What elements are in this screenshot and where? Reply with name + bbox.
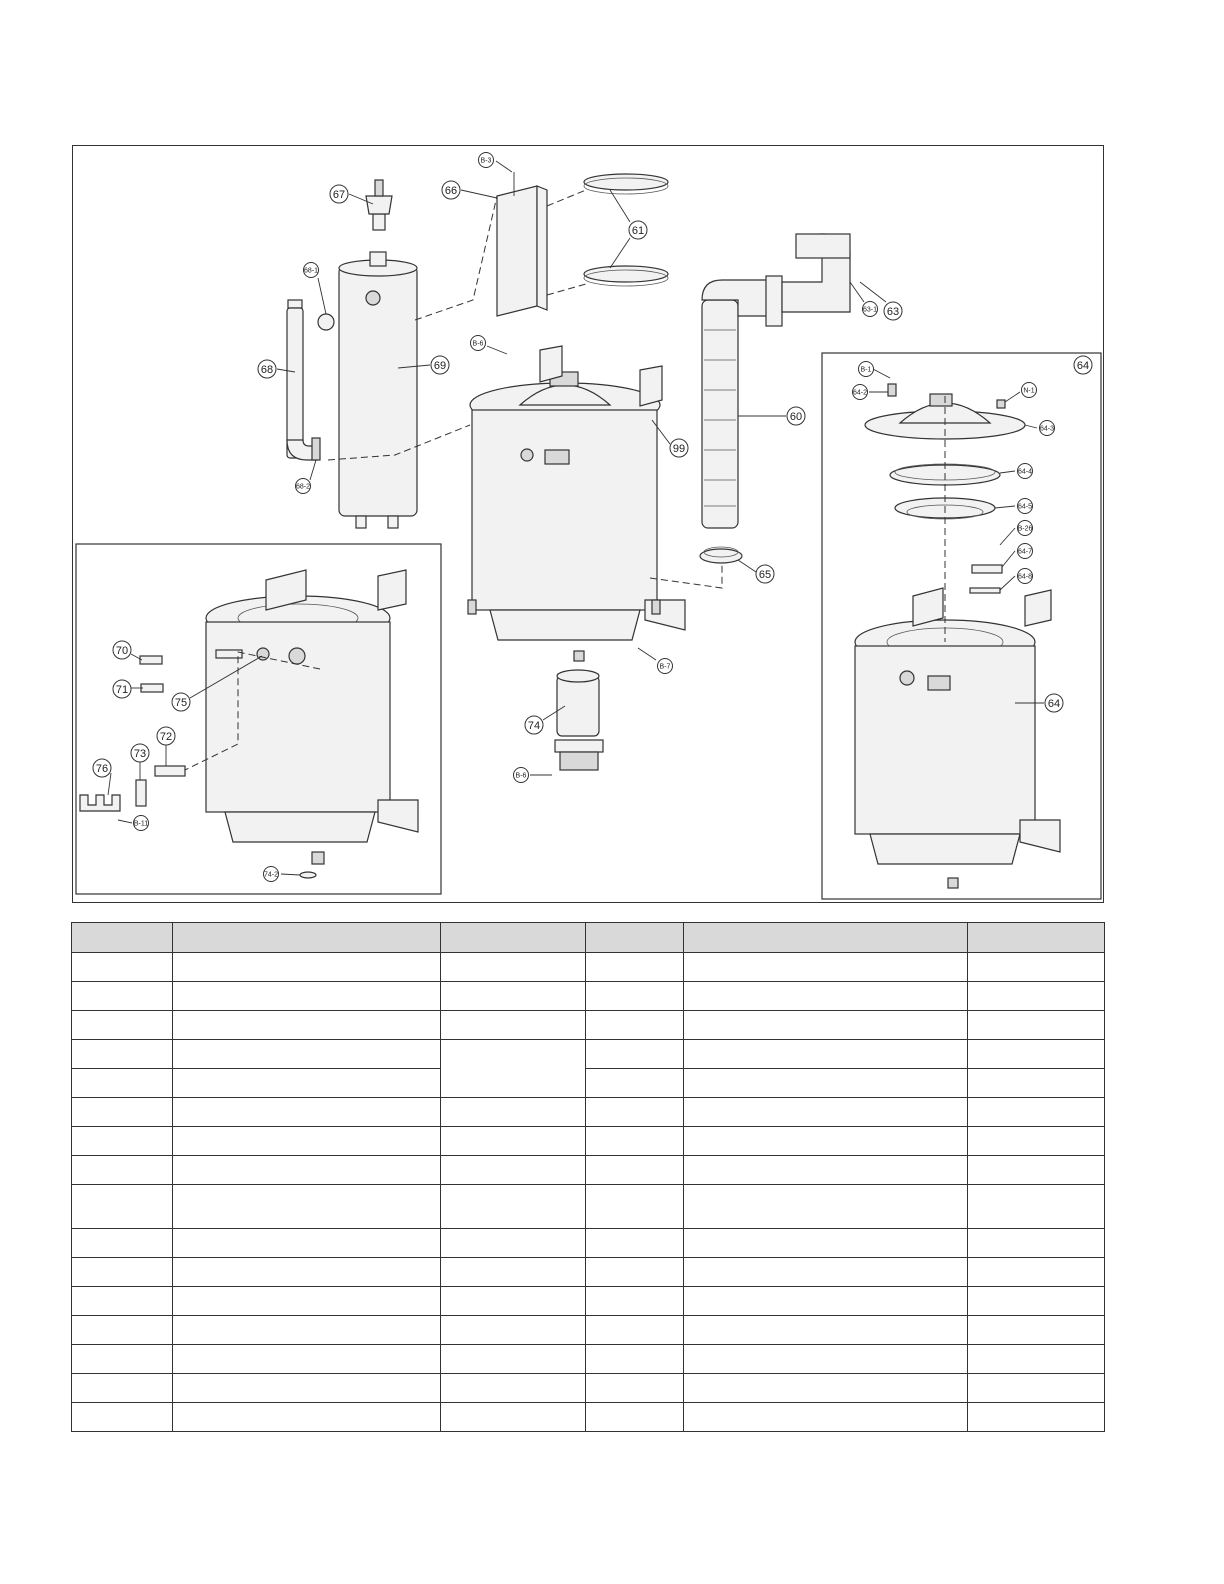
table-cell — [586, 1374, 684, 1403]
callout-69 — [431, 356, 449, 374]
callout-64-2 — [853, 385, 868, 400]
table-cell — [72, 1374, 173, 1403]
svg-text:75: 75 — [174, 697, 188, 709]
table-cell — [968, 1403, 1105, 1432]
callout-64 — [1074, 356, 1092, 374]
table-cell — [684, 1374, 968, 1403]
svg-text:N-1: N-1 — [1023, 387, 1035, 395]
vent-elbow — [766, 234, 850, 326]
table-cell — [586, 1403, 684, 1432]
callout-75 — [172, 693, 190, 711]
header-cell — [441, 923, 586, 953]
table-cell — [684, 982, 968, 1011]
callout-99 — [670, 439, 688, 457]
mounting-bracket — [497, 172, 547, 316]
table-cell — [684, 1316, 968, 1345]
callout-74-2 — [264, 867, 279, 882]
table-cell — [72, 1156, 173, 1185]
callout-B-3 — [479, 153, 494, 168]
table-row — [72, 1258, 1105, 1287]
svg-text:B-6: B-6 — [515, 772, 527, 780]
table-cell — [173, 1040, 441, 1069]
callout-64 — [1045, 694, 1063, 712]
callout-68-2 — [296, 479, 311, 494]
table-cell — [173, 1345, 441, 1374]
callout-B-11 — [134, 816, 149, 831]
header-cell — [968, 923, 1105, 953]
table-cell — [173, 1374, 441, 1403]
svg-text:64-2: 64-2 — [852, 389, 868, 397]
callout-68-1 — [304, 263, 319, 278]
parts-table-body — [72, 953, 1105, 1432]
svg-text:B-11: B-11 — [133, 820, 149, 828]
callout-B-26 — [1018, 521, 1033, 536]
svg-text:68-2: 68-2 — [295, 483, 311, 491]
boiler-center — [468, 346, 685, 640]
table-cell — [72, 1287, 173, 1316]
table-cell — [968, 1185, 1105, 1229]
table-cell — [684, 1345, 968, 1374]
table-cell — [586, 1345, 684, 1374]
callout-64-4 — [1018, 464, 1033, 479]
table-cell — [173, 1316, 441, 1345]
table-cell — [72, 982, 173, 1011]
svg-text:B-26: B-26 — [1017, 525, 1033, 533]
table-row — [72, 953, 1105, 982]
header-cell — [72, 923, 173, 953]
table-cell — [173, 982, 441, 1011]
table-cell — [684, 1258, 968, 1287]
vent-pipe — [702, 280, 772, 528]
table-cell — [586, 1098, 684, 1127]
table-cell — [72, 1040, 173, 1069]
svg-text:67: 67 — [332, 189, 346, 201]
table-cell — [586, 1156, 684, 1185]
table-cell — [586, 1127, 684, 1156]
table-cell — [72, 1069, 173, 1098]
callout-67 — [330, 185, 348, 203]
vent-gasket — [700, 547, 742, 563]
header-cell — [684, 923, 968, 953]
callout-64-7 — [1018, 544, 1033, 559]
svg-text:76: 76 — [95, 763, 109, 775]
table-cell — [968, 1156, 1105, 1185]
table-cell — [968, 1098, 1105, 1127]
svg-text:99: 99 — [672, 443, 686, 455]
table-row — [72, 1098, 1105, 1127]
table-cell — [173, 1011, 441, 1040]
table-row — [72, 1069, 1105, 1098]
table-cell — [968, 1287, 1105, 1316]
table-cell — [684, 1011, 968, 1040]
table-cell — [173, 953, 441, 982]
callout-64-3 — [1040, 421, 1055, 436]
svg-text:70: 70 — [115, 645, 129, 657]
table-cell — [72, 953, 173, 982]
table-cell — [586, 982, 684, 1011]
table-cell — [586, 1185, 684, 1229]
table-row — [72, 1316, 1105, 1345]
table-cell — [586, 1287, 684, 1316]
callout-B-6 — [471, 336, 486, 351]
table-cell — [968, 953, 1105, 982]
svg-text:73: 73 — [133, 748, 147, 760]
svg-text:B-3: B-3 — [480, 157, 492, 165]
table-cell — [441, 1040, 586, 1098]
table-cell — [441, 1316, 586, 1345]
svg-text:71: 71 — [115, 684, 129, 696]
table-cell — [173, 1098, 441, 1127]
svg-text:B-6: B-6 — [472, 340, 484, 348]
callout-65 — [756, 565, 774, 583]
table-cell — [684, 1069, 968, 1098]
table-cell — [173, 1156, 441, 1185]
callout-63-1 — [863, 302, 878, 317]
svg-text:64-4: 64-4 — [1017, 468, 1033, 476]
callout-73 — [131, 744, 149, 762]
table-cell — [684, 1287, 968, 1316]
table-cell — [684, 1156, 968, 1185]
table-cell — [586, 1316, 684, 1345]
callout-76 — [93, 759, 111, 777]
svg-text:64: 64 — [1047, 698, 1061, 710]
svg-text:66: 66 — [444, 185, 458, 197]
table-cell — [684, 1229, 968, 1258]
table-cell — [684, 1185, 968, 1229]
table-cell — [586, 1069, 684, 1098]
table-cell — [173, 1229, 441, 1258]
table-cell — [72, 1258, 173, 1287]
callout-66 — [442, 181, 460, 199]
header-cell — [173, 923, 441, 953]
table-cell — [173, 1287, 441, 1316]
callout-B-6 — [514, 768, 529, 783]
callout-64-8 — [1018, 569, 1033, 584]
svg-text:65: 65 — [758, 569, 772, 581]
svg-text:72: 72 — [159, 731, 173, 743]
table-cell — [441, 1287, 586, 1316]
exploded-parts-diagram — [72, 145, 1104, 903]
callout-71 — [113, 680, 131, 698]
table-cell — [441, 1403, 586, 1432]
table-cell — [684, 1127, 968, 1156]
table-cell — [173, 1258, 441, 1287]
callout-74 — [525, 716, 543, 734]
air-vent — [366, 180, 392, 230]
table-cell — [441, 1011, 586, 1040]
callout-68 — [258, 360, 276, 378]
svg-text:74-2: 74-2 — [263, 871, 279, 879]
table-row — [72, 1374, 1105, 1403]
header-cell — [586, 923, 684, 953]
boiler-right-inset — [855, 588, 1060, 888]
table-cell — [968, 1229, 1105, 1258]
table-cell — [684, 1403, 968, 1432]
table-cell — [968, 1374, 1105, 1403]
table-cell — [441, 1098, 586, 1127]
table-row — [72, 1403, 1105, 1432]
table-cell — [586, 1011, 684, 1040]
parts-table — [71, 922, 1105, 1432]
table-row — [72, 1229, 1105, 1258]
table-cell — [586, 1229, 684, 1258]
table-cell — [586, 953, 684, 982]
table-row — [72, 1040, 1105, 1069]
table-cell — [968, 1258, 1105, 1287]
callout-72 — [157, 727, 175, 745]
table-cell — [586, 1040, 684, 1069]
callout-N-1 — [1022, 383, 1037, 398]
table-cell — [72, 1345, 173, 1374]
table-cell — [968, 1040, 1105, 1069]
callout-60 — [787, 407, 805, 425]
svg-text:64-8: 64-8 — [1017, 573, 1033, 581]
svg-text:B-1: B-1 — [860, 366, 872, 374]
table-cell — [173, 1403, 441, 1432]
table-cell — [968, 1345, 1105, 1374]
callout-B-1 — [859, 362, 874, 377]
svg-text:64-3: 64-3 — [1039, 425, 1055, 433]
table-cell — [441, 1156, 586, 1185]
table-cell — [72, 1403, 173, 1432]
callout-70 — [113, 641, 131, 659]
table-cell — [441, 982, 586, 1011]
table-cell — [72, 1127, 173, 1156]
callout-63 — [884, 302, 902, 320]
table-cell — [968, 982, 1105, 1011]
condensate-trap — [555, 651, 603, 770]
table-cell — [441, 1229, 586, 1258]
svg-text:68: 68 — [260, 364, 274, 376]
table-cell — [441, 1374, 586, 1403]
svg-text:B-7: B-7 — [659, 663, 671, 671]
callout-64-5 — [1018, 499, 1033, 514]
table-cell — [72, 1316, 173, 1345]
callout-61 — [629, 221, 647, 239]
svg-text:63: 63 — [886, 306, 900, 318]
hose-clamps — [584, 174, 668, 286]
table-cell — [684, 1040, 968, 1069]
table-cell — [586, 1258, 684, 1287]
svg-text:60: 60 — [789, 411, 803, 423]
svg-text:74: 74 — [527, 720, 541, 732]
table-cell — [441, 1127, 586, 1156]
table-row — [72, 982, 1105, 1011]
svg-text:68-1: 68-1 — [303, 267, 319, 275]
table-cell — [968, 1069, 1105, 1098]
table-cell — [441, 1258, 586, 1287]
table-row — [72, 1185, 1105, 1229]
svg-text:64-7: 64-7 — [1017, 548, 1033, 556]
table-cell — [441, 1345, 586, 1374]
table-row — [72, 1011, 1105, 1040]
table-cell — [441, 1185, 586, 1229]
table-row — [72, 1156, 1105, 1185]
pipe-assembly — [287, 300, 334, 460]
table-cell — [441, 953, 586, 982]
table-cell — [72, 1098, 173, 1127]
table-cell — [684, 953, 968, 982]
table-cell — [968, 1011, 1105, 1040]
svg-text:69: 69 — [433, 360, 447, 372]
table-row — [72, 1287, 1105, 1316]
table-row — [72, 1127, 1105, 1156]
table-cell — [173, 1127, 441, 1156]
table-cell — [173, 1185, 441, 1229]
expansion-tank — [339, 252, 417, 528]
table-cell — [173, 1069, 441, 1098]
svg-text:64-5: 64-5 — [1017, 503, 1033, 511]
table-row — [72, 1345, 1105, 1374]
parts-table-header-row — [72, 923, 1105, 953]
table-cell — [72, 1229, 173, 1258]
table-cell — [968, 1316, 1105, 1345]
table-cell — [72, 1011, 173, 1040]
callout-B-7 — [658, 659, 673, 674]
table-cell — [72, 1185, 173, 1229]
table-cell — [684, 1098, 968, 1127]
svg-text:64: 64 — [1076, 360, 1090, 372]
svg-text:63-1: 63-1 — [862, 306, 878, 314]
table-cell — [968, 1127, 1105, 1156]
svg-text:61: 61 — [631, 225, 645, 237]
